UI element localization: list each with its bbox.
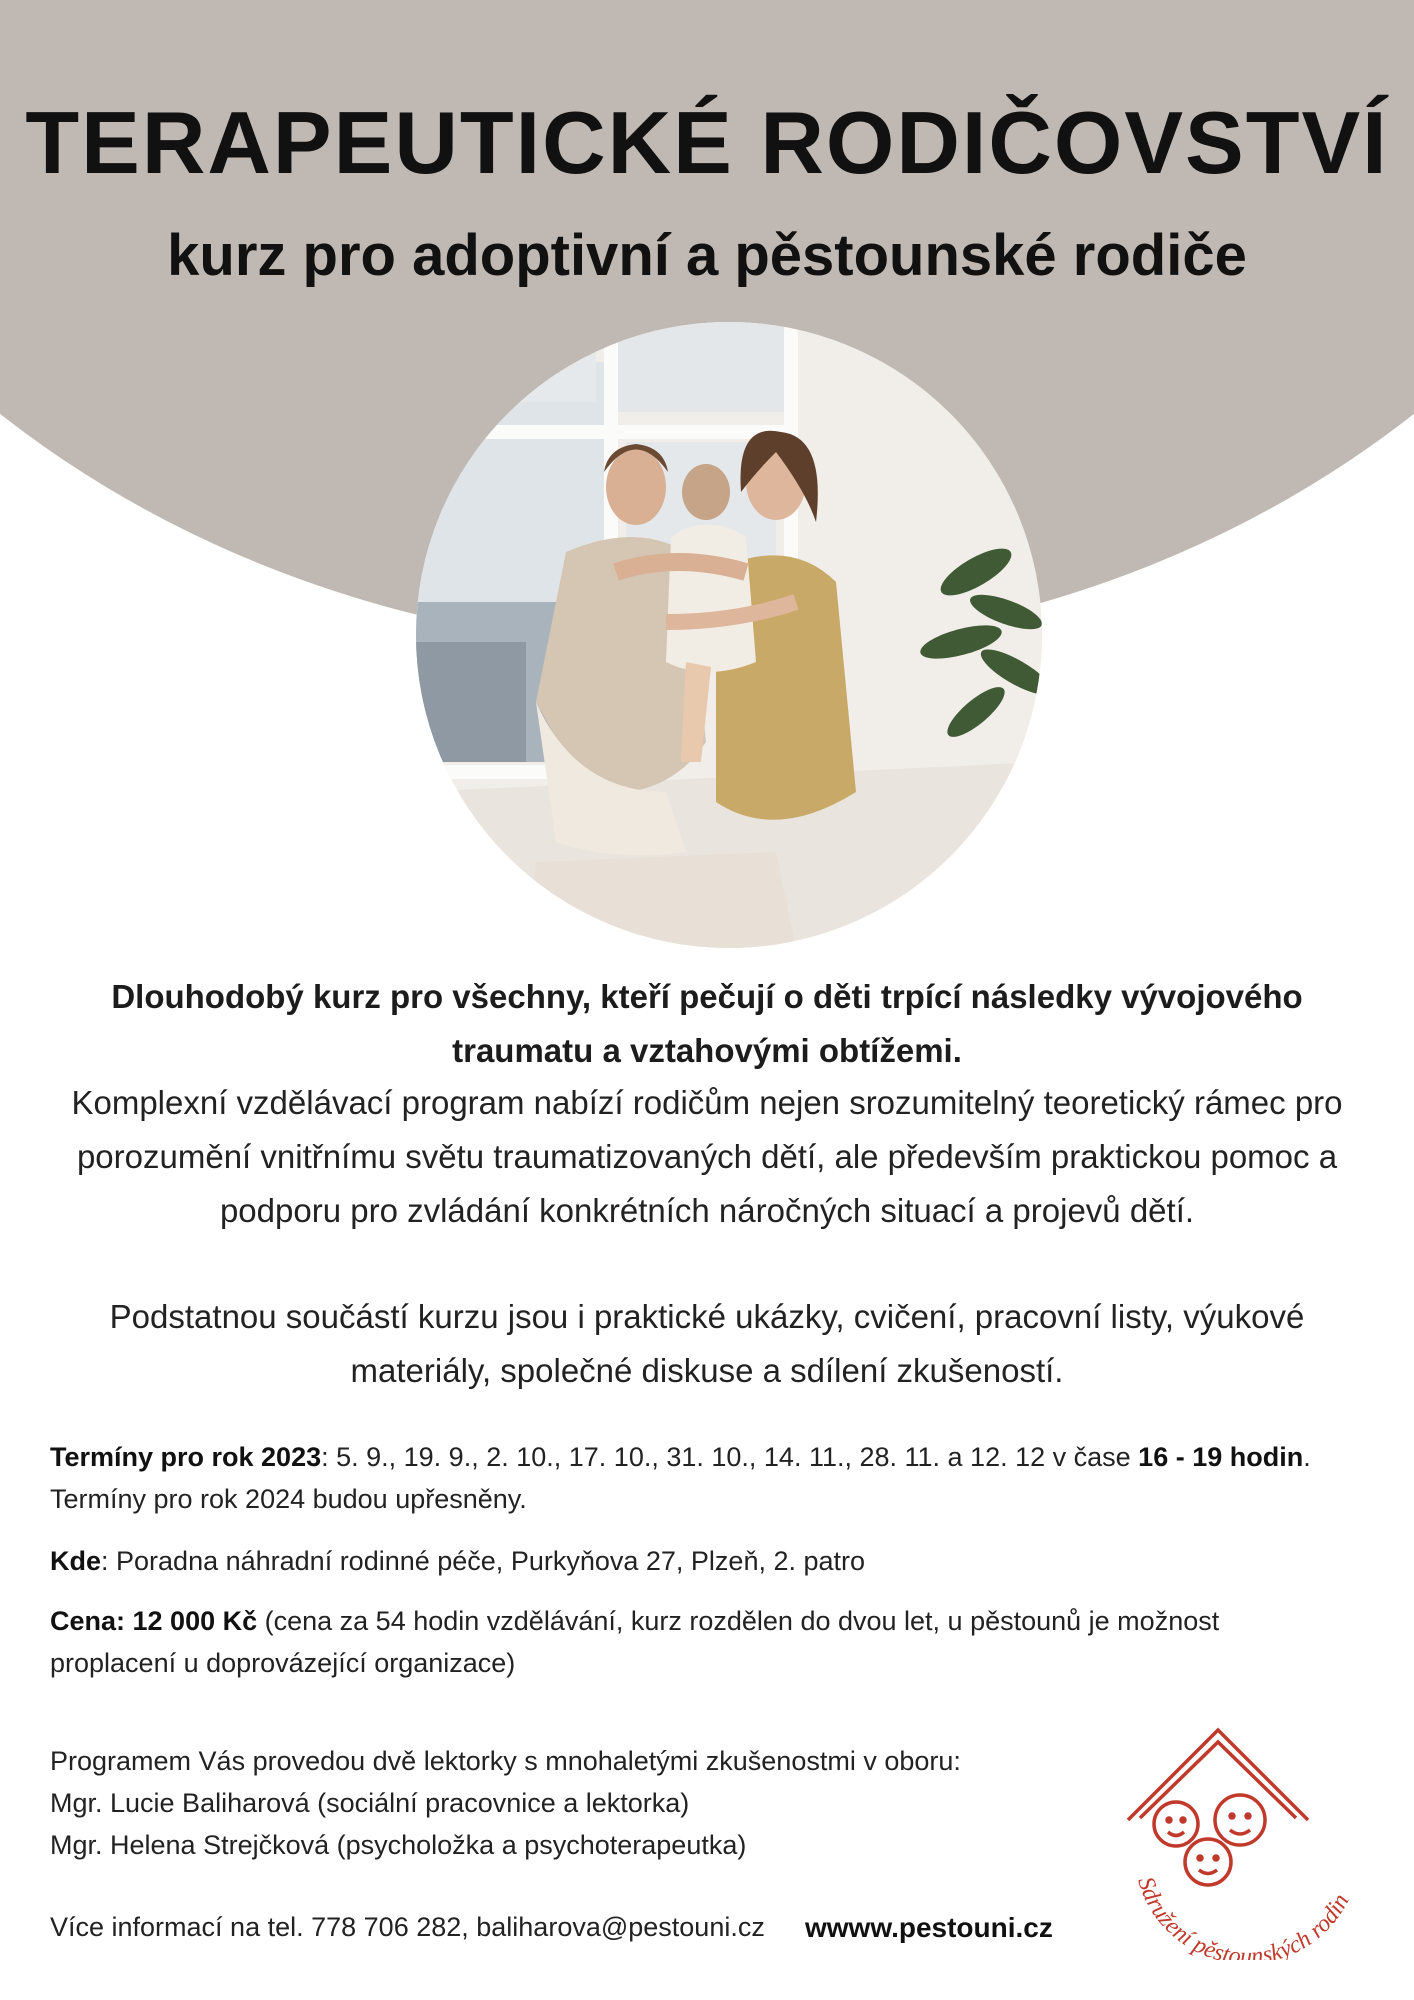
intro-lead: Dlouhodobý kurz pro všechny, kteří pečují o děti trpící následky vývojového traumatu a vztahovými obtížemi. bbox=[111, 978, 1303, 1069]
price-label: Cena: 12 000 Kč bbox=[50, 1606, 258, 1636]
intro-paragraph-1: Komplexní vzdělávací program nabízí rodičům nejen srozumitelný teoretický rámec pro porozumění vnitřnímu světu traumatizovaných dětí, ale především praktickou pomoc a podporu pro zvládání konkrétních náročných situací a projevů dětí. bbox=[71, 1084, 1343, 1229]
dates-label: Termíny pro rok 2023 bbox=[50, 1442, 322, 1472]
location-info bbox=[50, 1540, 1330, 1582]
dates-end: . bbox=[1303, 1442, 1311, 1472]
where-text: : Poradna náhradní rodinné péče, Purkyňova 27, Plzeň, 2. patro bbox=[101, 1546, 866, 1576]
family-photo bbox=[416, 322, 1042, 948]
svg-text:Sdružení pěstounských rodin bbox=[1132, 1874, 1354, 1960]
lecturer-item: Mgr. Helena Strejčková (psycholožka a psychoterapeutka) bbox=[50, 1830, 747, 1860]
lecturers-intro: Programem Vás provedou dvě lektorky s mnohaletými zkušenostmi v oboru: bbox=[50, 1746, 961, 1776]
dates-2024: Termíny pro rok 2024 budou upřesněny. bbox=[50, 1484, 527, 1514]
where-label: Kde bbox=[50, 1546, 102, 1576]
dates-time: 16 - 19 hodin bbox=[1138, 1442, 1304, 1472]
website-link[interactable]: wwww.pestouni.cz bbox=[805, 1912, 1053, 1943]
page-subtitle: kurz pro adoptivní a pěstounské rodiče bbox=[167, 223, 1247, 288]
house-children-logo-icon bbox=[1118, 1712, 1380, 1960]
organization-logo bbox=[1118, 1712, 1380, 1960]
dates-info bbox=[50, 1436, 1330, 1520]
logo-text: Sdružení pěstounských rodin bbox=[1132, 1873, 1355, 1960]
lecturer-item: Mgr. Lucie Baliharová (sociální pracovnice a lektorka) bbox=[50, 1788, 690, 1818]
price-info bbox=[50, 1600, 1330, 1684]
intro-paragraph-2: Podstatnou součástí kurzu jsou i praktické ukázky, cvičení, pracovní listy, výukové materiály, společné diskuse a sdílení zkušeností. bbox=[109, 1298, 1305, 1389]
page-title: TERAPEUTICKÉ RODIČOVSTVÍ bbox=[25, 93, 1389, 192]
contact-info: Více informací na tel. 778 706 282, baliharova@pestouni.cz bbox=[50, 1912, 765, 1942]
dates-text: : 5. 9., 19. 9., 2. 10., 17. 10., 31. 10., 14. 11., 28. 11. a 12. 12 v čase bbox=[321, 1442, 1139, 1472]
price-text: (cena za 54 hodin vzdělávání, kurz rozdělen do dvou let, u pěstounů je možnost proplacení u doprovázející organizace) bbox=[50, 1606, 1220, 1678]
family-hug-photo-icon bbox=[416, 322, 1042, 948]
